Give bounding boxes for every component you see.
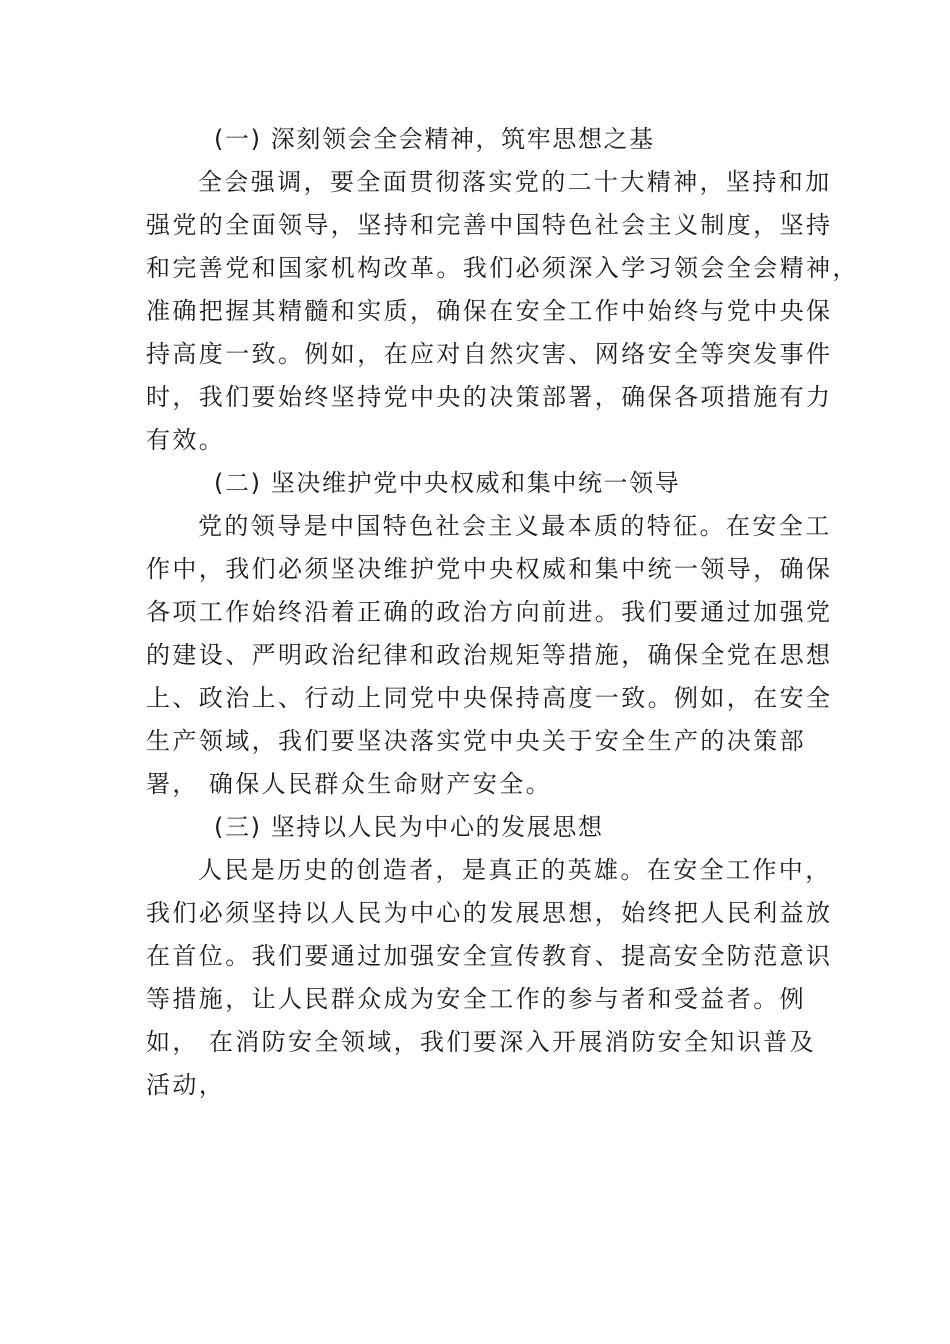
section-3-line-3: 在首位。我们要通过加强安全宣传教育、提高安全防范意识 — [146, 942, 833, 970]
section-2-line-6: 生产领域，我们要坚决落实党中央关于安全生产的决策部 — [146, 727, 806, 755]
section-3-line-4: 等措施，让人民群众成为安全工作的参与者和受益者。例 — [146, 985, 806, 1013]
section-1-line-3: 和完善党和国家机构改革。我们必须深入学习领会全会精神， — [146, 254, 859, 282]
section-3-line-2: 我们必须坚持以人民为中心的发展思想，始终把人民利益放 — [146, 899, 833, 927]
section-2 — [146, 462, 833, 806]
section-2-heading: (二) 坚决维护党中央权威和集中统一领导 — [214, 469, 681, 497]
section-2-line-5: 上、政治上、行动上同党中央保持高度一致。例如，在安全 — [146, 684, 833, 712]
section-1-line-7: 有效。 — [146, 426, 226, 454]
section-3-heading: (三) 坚持以人民为中心的发展思想 — [214, 813, 604, 841]
section-2-line-4: 的建设、严明政治纪律和政治规矩等措施，确保全党在思想 — [146, 641, 833, 669]
section-1-line-6: 时，我们要始终坚持党中央的决策部署，确保各项措施有力 — [146, 383, 833, 411]
section-2-line-1: 党的领导是中国特色社会主义最本质的特征。在安全工 — [198, 512, 832, 540]
section-1-heading: (一) 深刻领会全会精神，筑牢思想之基 — [214, 125, 655, 153]
section-2-line-3: 各项工作始终沿着正确的政治方向前进。我们要通过加强党 — [146, 598, 833, 626]
document-body — [146, 118, 859, 1107]
section-1-line-5: 持高度一致。例如，在应对自然灾害、网络安全等突发事件 — [146, 340, 833, 368]
section-1 — [146, 118, 859, 462]
section-1-line-1: 全会强调，要全面贯彻落实党的二十大精神，坚持和加 — [198, 168, 832, 196]
section-2-line-7: 署， 确保人民群众生命财产安全。 — [146, 770, 553, 798]
section-3-line-6: 活动， — [146, 1071, 226, 1099]
section-3 — [146, 806, 833, 1107]
section-3-line-5: 如， 在消防安全领域，我们要深入开展消防安全知识普及 — [146, 1028, 817, 1056]
section-1-line-4: 准确把握其精髓和实质，确保在安全工作中始终与党中央保 — [146, 297, 833, 325]
section-1-line-2: 强党的全面领导，坚持和完善中国特色社会主义制度，坚持 — [146, 211, 833, 239]
section-3-line-1: 人民是历史的创造者，是真正的英雄。在安全工作中， — [198, 856, 832, 884]
section-2-line-2: 作中，我们必须坚决维护党中央权威和集中统一领导，确保 — [146, 555, 833, 583]
